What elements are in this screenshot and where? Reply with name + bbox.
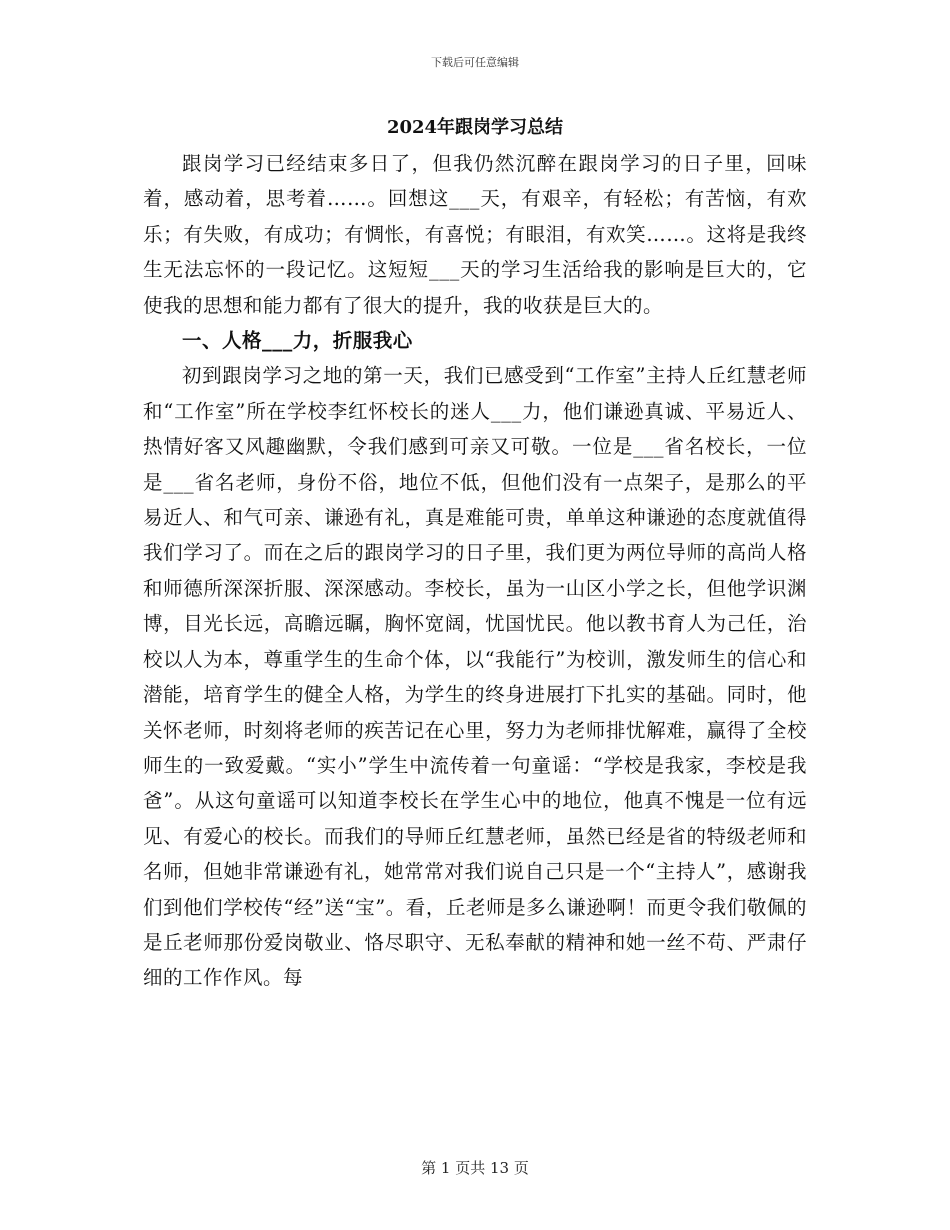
header-note: 下载后可任意编辑 — [431, 56, 519, 69]
section-heading: 一、人格___力，折服我心 — [182, 329, 413, 353]
intro-paragraph: 跟岗学习已经结束多日了，但我仍然沉醉在跟岗学习的日子里，回味着，感动着，思考着……。回想这___天，有艰辛，有轻松；有苦恼，有欢乐；有失败，有成功；有惆怅，有喜悦；有眼泪，有欢笑……。这将是我终生无法忘怀的一段记忆。这短短___天的学习生活给我的影响是巨大的，它使我的思想和能力都有了很大的提升，我的收获是巨大的。 — [143, 152, 807, 317]
document-body — [143, 146, 807, 996]
page-footer: 第 1 页共 13 页 — [421, 1159, 529, 1177]
body-paragraph: 初到跟岗学习之地的第一天，我们已感受到“工作室”主持人丘红慧老师和“工作室”所在学校李红怀校长的迷人___力，他们谦逊真诚、平易近人、热情好客又风趣幽默，令我们感到可亲又可敬。一位是___省名校长，一位是___省名老师，身份不俗，地位不低，但他们没有一点架子，是那么的平易近人、和气可亲、谦逊有礼，真是难能可贵，单单这种谦逊的态度就值得我们学习了。而在之后的跟岗学习的日子里，我们更为两位导师的高尚人格和师德所深深折服、深深感动。李校长，虽为一山区小学之长，但他学识渊博，目光长远，高瞻远瞩，胸怀宽阔，忧国忧民。他以教书育人为己任，治校以人为本，尊重学生的生命个体，以“我能行”为校训，激发师生的信心和潜能，培育学生的健全人格，为学生的终身进展打下扎实的基础。同时，他关怀老师，时刻将老师的疾苦记在心里，努力为老师排忧解难，赢得了全校师生的一致爱戴。“实小”学生中流传着一句童谣：“学校是我家，李校是我爸”。从这句童谣可以知道李校长在学生心中的地位，他真不愧是一位有远见、有爱心的校长。而我们的导师丘红慧老师，虽然已经是省的特级老师和名师，但她非常谦逊有礼，她常常对我们说自己只是一个“主持人”，感谢我们到他们学校传“经”送“宝”。看，丘老师是多么谦逊啊！而更令我们敬佩的是丘老师那份爱岗敬业、恪尽职守、无私奉献的精神和她一丝不苟、严肃仔细的工作作风。每 — [143, 364, 807, 990]
document-title: 2024年跟岗学习总结 — [386, 117, 564, 138]
